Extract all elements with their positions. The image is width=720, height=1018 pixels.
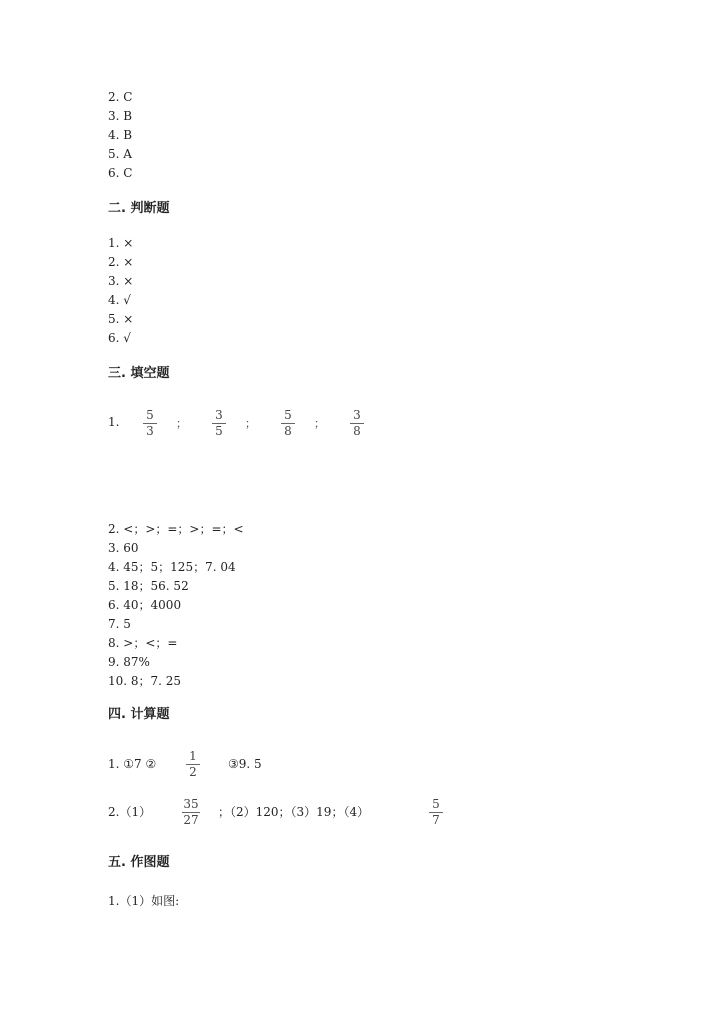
- answer-line: 1.（1）如图:: [108, 894, 180, 908]
- answer-line: 2. <；>；=；>；=；<: [108, 522, 244, 536]
- fraction-denominator: 5: [215, 424, 223, 438]
- answer-line: 4. B: [108, 128, 133, 142]
- fraction-denominator: 2: [189, 765, 197, 779]
- calc-answer-suffix: ③9. 5: [228, 757, 262, 771]
- section-heading-drawing: 五. 作图题: [108, 855, 170, 870]
- answer-line: 1. ×: [108, 236, 134, 250]
- answer-line: 9. 87%: [108, 655, 150, 669]
- fraction: [275, 409, 301, 438]
- answer-line: 6. 40；4000: [108, 598, 182, 612]
- answer-line: 10. 8；7. 25: [108, 674, 182, 688]
- fraction: [137, 409, 163, 438]
- answer-line: 8. >；<；=: [108, 636, 178, 650]
- separator: ；: [245, 417, 256, 430]
- calc-answer-prefix: 2.（1）: [108, 805, 152, 819]
- section-heading-fill-blank: 三. 填空题: [108, 366, 170, 381]
- answer-line: 3. 60: [108, 541, 139, 555]
- fraction-denominator: 7: [432, 813, 440, 827]
- answer-line: 5. 18；56. 52: [108, 579, 189, 593]
- fraction-numerator: 3: [353, 408, 361, 422]
- question-number: 1.: [108, 415, 120, 429]
- answer-line: 5. ×: [108, 312, 134, 326]
- answer-line: 2. C: [108, 90, 133, 104]
- answer-line: 2. ×: [108, 255, 134, 269]
- calc-answer-prefix: 1. ①7 ②: [108, 757, 157, 771]
- answer-line: 7. 5: [108, 617, 131, 631]
- fraction: [423, 798, 449, 827]
- answer-line: 6. C: [108, 166, 133, 180]
- answer-line: 5. A: [108, 147, 132, 161]
- answer-line: 3. ×: [108, 274, 134, 288]
- fraction: [206, 409, 232, 438]
- fraction: [180, 750, 206, 779]
- fraction-denominator: 3: [146, 424, 154, 438]
- answer-line: 3. B: [108, 109, 133, 123]
- answer-line: 4. √: [108, 293, 131, 307]
- fraction-denominator: 8: [353, 424, 361, 438]
- calc-answer-middle: ；（2）120；（3）19；（4）: [218, 805, 370, 819]
- separator: ；: [314, 417, 325, 430]
- answer-line: 6. √: [108, 331, 131, 345]
- fraction-denominator: 27: [183, 813, 199, 827]
- section-heading-calculation: 四. 计算题: [108, 707, 170, 722]
- fraction-numerator: 5: [146, 408, 154, 422]
- fraction-denominator: 8: [284, 424, 292, 438]
- fraction-numerator: 1: [189, 749, 197, 763]
- fraction-numerator: 5: [432, 797, 440, 811]
- fraction-numerator: 5: [284, 408, 292, 422]
- fraction-numerator: 35: [183, 797, 199, 811]
- fraction-numerator: 3: [215, 408, 223, 422]
- fraction: [344, 409, 370, 438]
- section-heading-judgement: 二. 判断题: [108, 201, 170, 216]
- answer-line: 4. 45；5；125；7. 04: [108, 560, 236, 574]
- separator: ；: [176, 417, 187, 430]
- fraction: [176, 798, 206, 827]
